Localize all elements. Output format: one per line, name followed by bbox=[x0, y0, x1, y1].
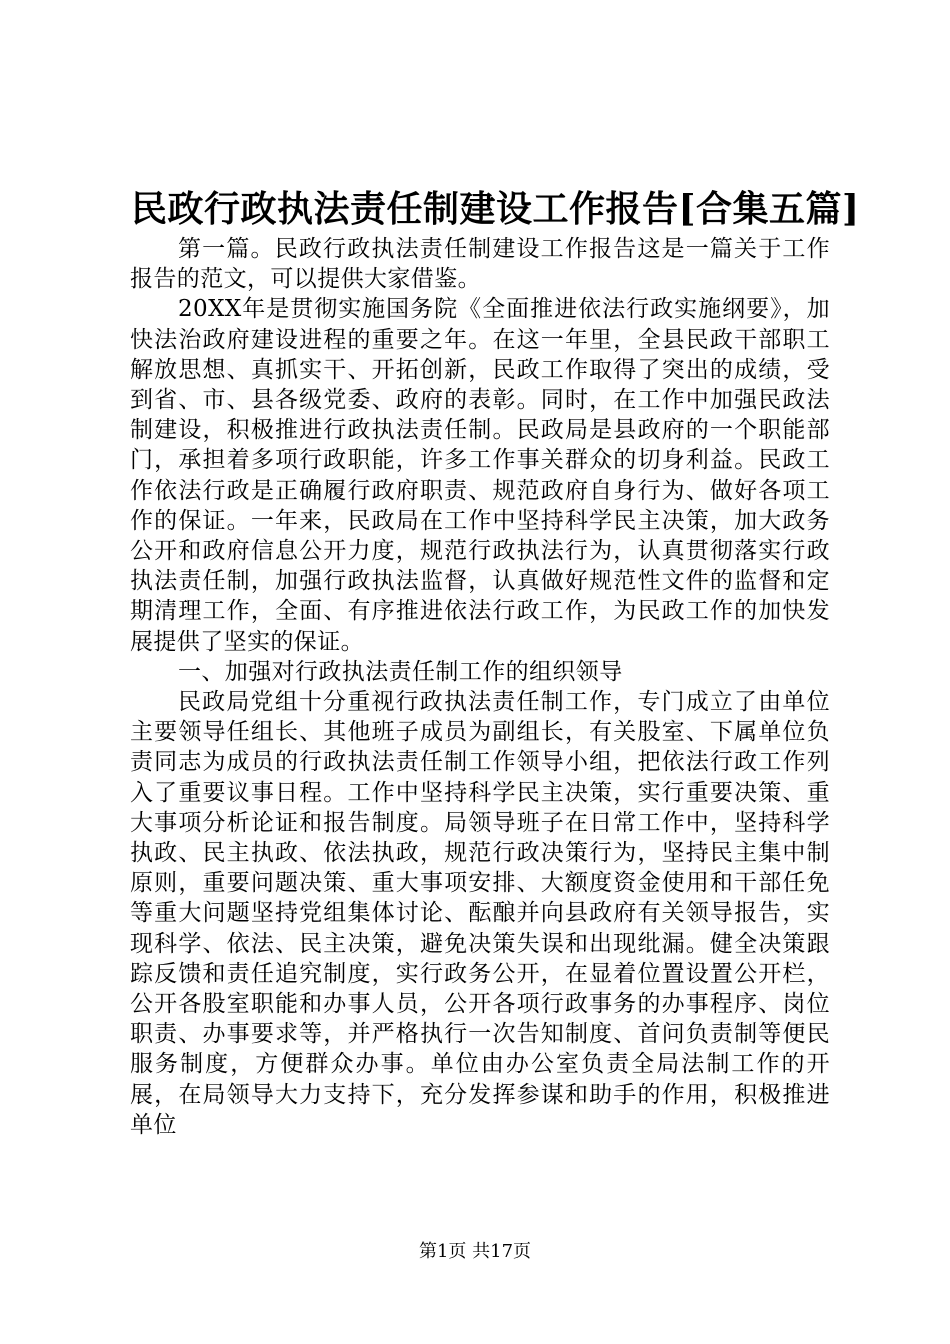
paragraph-intro: 第一篇。民政行政执法责任制建设工作报告这是一篇关于工作报告的范文，可以提供大家借鉴。 bbox=[130, 236, 830, 293]
paragraph-section-1: 民政局党组十分重视行政执法责任制工作，专门成立了由单位主要领导任组长、其他班子成员为副组长，有关股室、下属单位负责同志为成员的行政执法责任制工作领导小组，把依法行政工作列入了重要议事日程。工作中坚持科学民主决策，实行重要决策、重大事项分析论证和报告制度。局领导班子在日常工作中，坚持科学执政、民主执政、依法执政，规范行政决策行为，坚持民主集中制原则，重要问题决策、重大事项安排、大额度资金使用和干部任免等重大问题坚持党组集体讨论、酝酿并向县政府有关领导报告，实现科学、依法、民主决策，避免决策失误和出现纰漏。健全决策跟踪反馈和责任追究制度，实行政务公开，在显着位置设置公开栏，公开各股室职能和办事人员，公开各项行政事务的办事程序、岗位职责、办事要求等，并严格执行一次告知制度、首问负责制等便民服务制度，方便群众办事。单位由办公室负责全局法制工作的开展，在局领导大力支持下，充分发挥参谋和助手的作用，积极推进单位 bbox=[130, 689, 830, 1138]
section-heading-1: 一、加强对行政执法责任制工作的组织领导 bbox=[178, 658, 623, 685]
page-number: 第1页 共17页 bbox=[418, 1241, 532, 1262]
document-body bbox=[130, 234, 830, 1140]
paragraph-overview: 20XX年是贯彻实施国务院《全面推进依法行政实施纲要》，加快法治政府建设进程的重要之年。在这一年里，全县民政干部职工解放思想、真抓实干、开拓创新，民政工作取得了突出的成绩，受到省、市、县各级党委、政府的表彰。同时，在工作中加强民政法制建设，积极推进行政执法责任制。民政局是县政府的一个职能部门，承担着多项行政职能，许多工作事关群众的切身利益。民政工作依法行政是正确履行政府职责、规范政府自身行为、做好各项工作的保证。一年来，民政局在工作中坚持科学民主决策，加大政务公开和政府信息公开力度，规范行政执法行为，认真贯彻落实行政执法责任制，加强行政执法监督，认真做好规范性文件的监督和定期清理工作，全面、有序推进依法行政工作，为民政工作的加快发展提供了坚实的保证。 bbox=[130, 296, 830, 655]
document-title: 民政行政执法责任制建设工作报告[合集五篇] bbox=[131, 188, 860, 230]
